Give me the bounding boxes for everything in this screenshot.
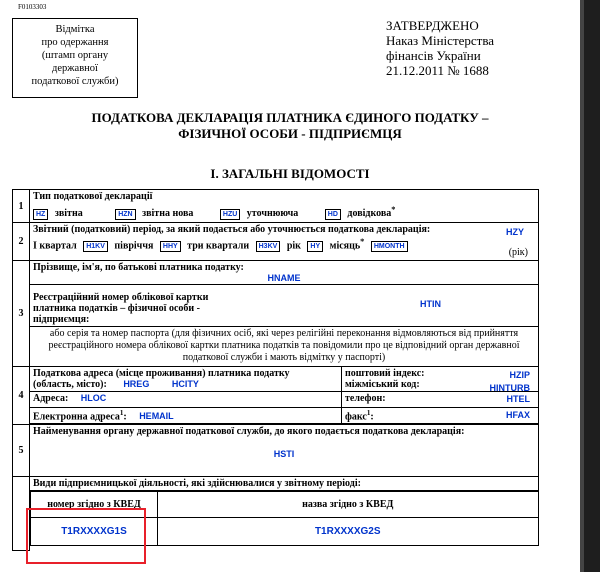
half-label: півріччя	[114, 240, 154, 252]
region-field[interactable]: HREG	[123, 379, 150, 389]
stamp-line: податкової служби)	[31, 76, 119, 87]
passport-note: або серія та номер паспорта (для фізичних осіб, які через релігійні переконання відмовляються від прийняття реєстраційного номера облікової картки платника податків та повідомили про це відповідний орган державної податкової служби і мають відмітку у паспорті)	[30, 327, 539, 367]
address-label-cell	[30, 367, 342, 392]
row-number: 1	[13, 190, 30, 223]
zip-field[interactable]: HZIP	[509, 370, 530, 380]
doc-subtitle: ФІЗИЧНОЇ ОСОБИ - ПІДПРИЄМЦЯ	[178, 126, 402, 141]
activity-label: Види підприємницької діяльності, які здійснювалися у звітному періоді:	[33, 478, 361, 490]
kved-name-field[interactable]: T1RXXXXG2S	[158, 518, 539, 546]
period-label: Звітний (податковий) період, за який подається або уточнюється податкова декларація:	[33, 224, 431, 235]
declaration-table	[12, 189, 539, 551]
activity-label-cell	[30, 477, 539, 491]
approval-line: ЗАТВЕРДЖЕНО	[386, 18, 479, 33]
half-field[interactable]: HHY	[160, 241, 181, 252]
month-star: *	[360, 237, 365, 246]
doc-title: ПОДАТКОВА ДЕКЛАРАЦІЯ ПЛАТНИКА ЄДИНОГО ПОДАТКУ –	[91, 110, 489, 125]
hz-label: звітна	[54, 208, 83, 220]
tax-office-field[interactable]: HSTI	[273, 449, 295, 460]
approval-line: 21.12.2011 № 1688	[386, 63, 489, 78]
form-code: F0103303	[18, 3, 47, 11]
hzu-field[interactable]: HZU	[220, 209, 240, 220]
stamp-line: Відмітка	[55, 24, 95, 35]
hd-star: *	[391, 205, 396, 214]
kved-name-header: назва згідно з КВЕД	[158, 492, 539, 518]
name-cell	[30, 261, 539, 285]
row-number: 3	[13, 261, 30, 367]
hz-field[interactable]: HZ	[33, 209, 48, 220]
tel-label: телефон:	[345, 393, 386, 404]
hzy-field[interactable]: HZY	[506, 227, 524, 237]
hzn-field[interactable]: HZN	[115, 209, 135, 220]
email-field[interactable]: HEMAIL	[139, 411, 174, 422]
name-field[interactable]: HNAME	[267, 273, 301, 283]
street-label: Адреса:	[33, 393, 69, 404]
city-field[interactable]: HCITY	[171, 379, 199, 389]
reg-number-cell	[30, 285, 539, 327]
declaration-type-cell	[30, 190, 539, 223]
tax-office-label: Найменування органу державної податкової служби, до якого подається податкова декларація:	[33, 426, 465, 438]
zip-label: поштовий індекс:	[345, 368, 425, 379]
tel-cell	[342, 392, 539, 408]
fax-sup: 1	[366, 409, 371, 417]
zip-cell	[342, 367, 539, 392]
email-cell: Електронна адреса$^1$: HEMAIL	[30, 408, 342, 424]
period-cell	[30, 223, 539, 261]
fax-cell: факс$^1$: HFAX	[342, 408, 539, 424]
stamp-line: державної	[52, 63, 98, 74]
intcode-field[interactable]: HINTURB	[489, 383, 530, 393]
month-label: місяць	[329, 240, 361, 252]
stamp-box	[12, 18, 138, 98]
email-label: Електронна адреса	[33, 411, 120, 423]
year-field[interactable]: HY	[307, 241, 323, 252]
hzu-label: уточнююча	[246, 208, 299, 220]
q3-field[interactable]: H3KV	[256, 241, 281, 252]
tax-office-cell	[30, 425, 539, 477]
email-sup: 1	[119, 409, 124, 417]
street-cell	[30, 392, 342, 408]
year-label: рік	[286, 240, 301, 252]
hd-label: довідкова	[347, 208, 392, 220]
highlight-box	[26, 508, 146, 564]
year-caption: (рік)	[508, 247, 528, 258]
row-number: 5	[13, 425, 30, 477]
row-number: 2	[13, 223, 30, 261]
street-field[interactable]: HLOC	[80, 393, 107, 403]
fax-field[interactable]: HFAX	[505, 410, 530, 420]
q3-label: три квартали	[187, 240, 250, 252]
fax-label: факс	[345, 411, 367, 423]
address-label: Податкова адреса (місце проживання) платника податку	[33, 368, 290, 379]
approval-line: Наказ Міністерства	[386, 33, 495, 48]
name-label: Прізвище, ім'я, по батькові платника податку:	[33, 262, 244, 273]
q1-label: I квартал	[33, 240, 77, 252]
window-edge-dark	[584, 0, 600, 572]
month-field[interactable]: HMONTH	[371, 241, 408, 252]
section-title: І. ЗАГАЛЬНІ ВІДОМОСТІ	[210, 166, 370, 181]
stamp-line: (штамп органу	[41, 50, 109, 61]
hzn-label: звітна нова	[142, 208, 194, 220]
kved-number-field[interactable]: T1RXXXXG1S	[31, 518, 158, 546]
reg-number-label: Реєстраційний номер облікової картки платника податків – фізичної особи - підприємця:	[33, 292, 209, 325]
row-number: 4	[13, 367, 30, 425]
tin-field[interactable]: HTIN	[420, 299, 441, 309]
declaration-type-label: Тип податкової декларації	[33, 191, 153, 202]
approval-block	[386, 18, 494, 78]
q1-field[interactable]: H1KV	[83, 241, 108, 252]
tel-field[interactable]: HTEL	[506, 394, 530, 404]
region-label: (область, місто):	[33, 379, 107, 390]
hd-field[interactable]: HD	[325, 209, 341, 220]
kved-number-header: номер згідно з КВЕД	[31, 492, 158, 518]
approval-line: фінансів України	[386, 48, 481, 63]
intcode-label: міжміський код:	[345, 379, 420, 390]
stamp-line: про одержання	[41, 37, 109, 48]
